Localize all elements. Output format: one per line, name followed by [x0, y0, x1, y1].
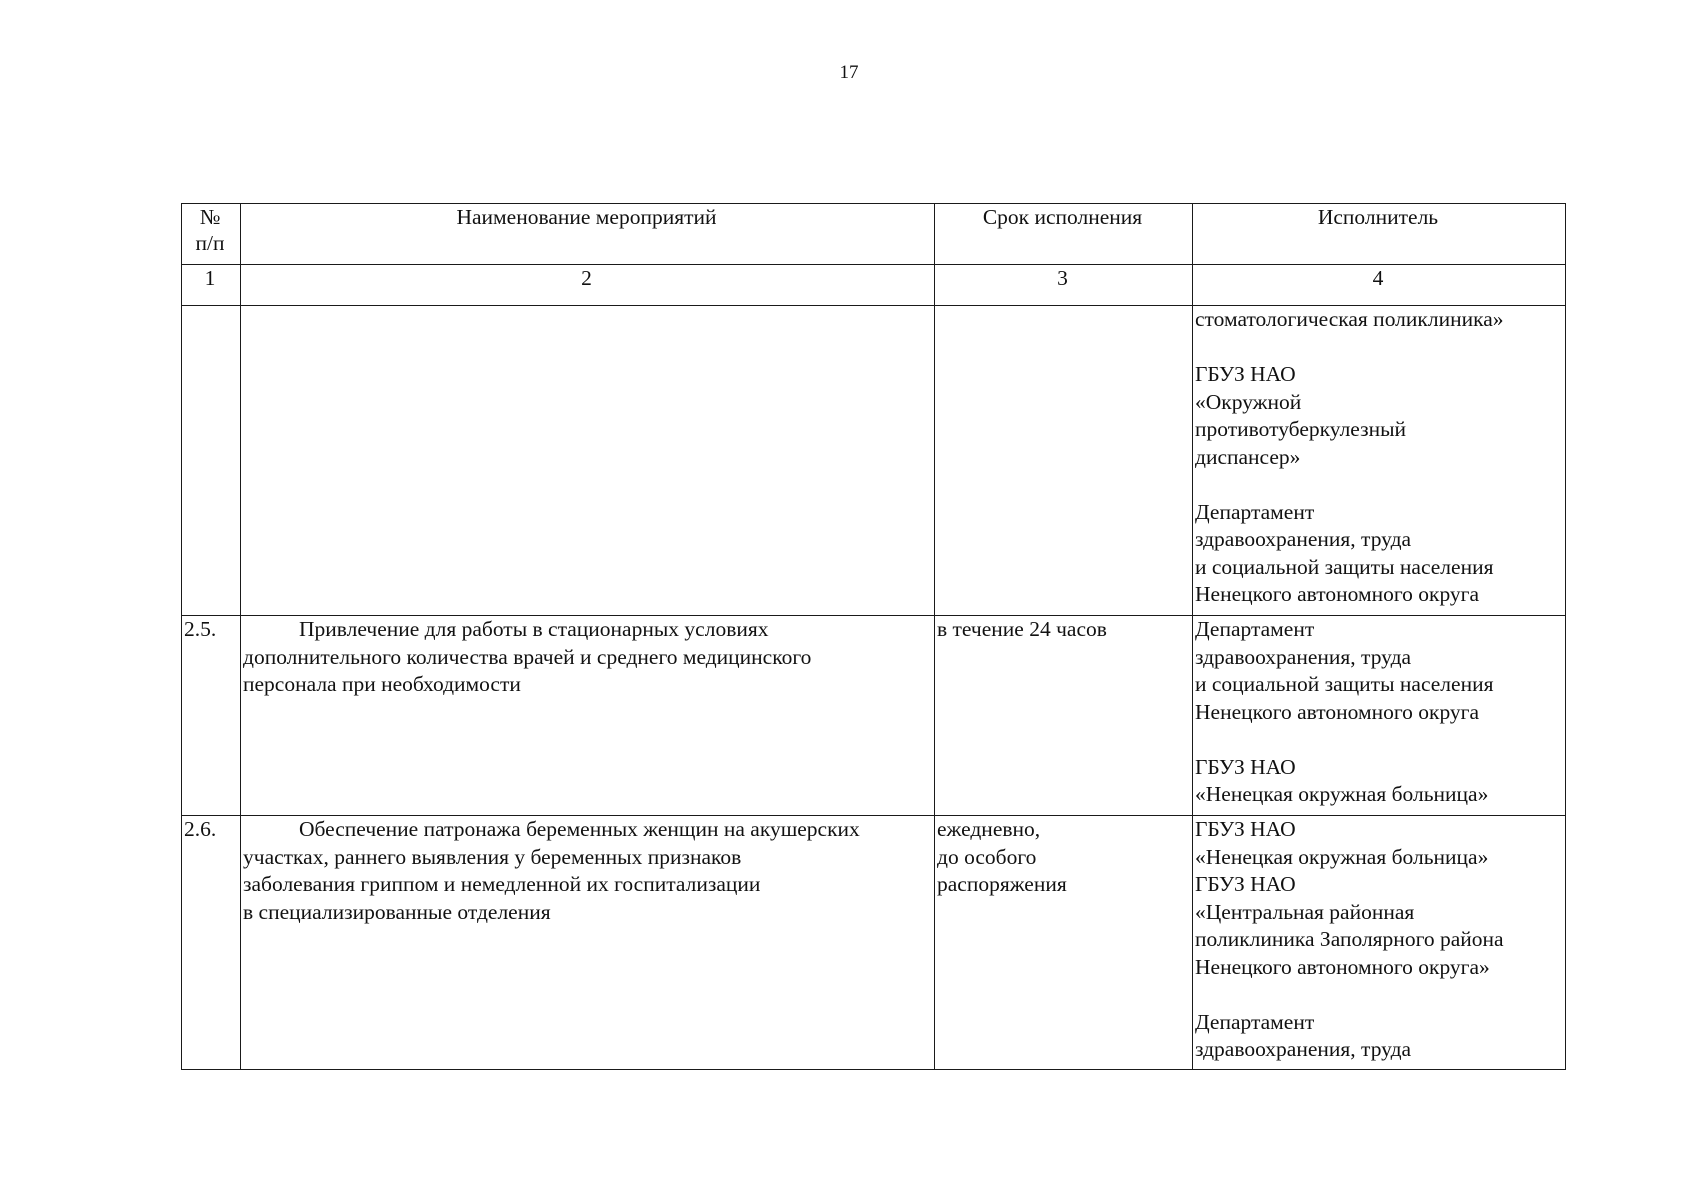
- row-deadline-line: до особого: [937, 844, 1037, 869]
- header-name: Наименование мероприятий: [241, 204, 935, 265]
- row-name-line: Обеспечение патронажа беременных женщин на акушерских: [299, 817, 860, 841]
- row-number: 2.5.: [182, 616, 241, 816]
- row-name: [241, 306, 935, 616]
- row-executor-line: Департамент: [1195, 617, 1315, 641]
- row-executor-line: Департамент: [1195, 499, 1315, 524]
- row-executor: [1193, 306, 1566, 616]
- column-number: 4: [1193, 265, 1566, 306]
- row-executor-line: «Ненецкая окружная больница»: [1195, 782, 1489, 806]
- row-name-line: заболевания гриппом и немедленной их госпитализации: [243, 872, 761, 896]
- table-header-row: [182, 204, 1566, 265]
- header-num-line2: п/п: [195, 231, 225, 255]
- column-number: 2: [241, 265, 935, 306]
- row-executor-line: диспансер»: [1195, 444, 1301, 469]
- row-number: 2.6.: [182, 816, 241, 1070]
- header-executor: Исполнитель: [1193, 204, 1566, 265]
- row-executor: [1193, 616, 1566, 816]
- row-executor-line: «Окружной: [1195, 389, 1302, 414]
- row-executor-line: «Ненецкая окружная больница»: [1195, 844, 1489, 869]
- row-executor-line: стоматологическая поликлиника»: [1195, 307, 1504, 331]
- row-executor-line: противотуберкулезный: [1195, 417, 1407, 441]
- row-name-line: Привлечение для работы в стационарных условиях: [299, 617, 769, 641]
- row-name-line: персонала при необходимости: [243, 672, 521, 696]
- row-executor-line: Ненецкого автономного округа»: [1195, 954, 1490, 979]
- column-numbers-row: [182, 265, 1566, 306]
- row-executor-line: «Центральная районная: [1195, 899, 1415, 924]
- table-row: [182, 816, 1566, 1070]
- row-executor-line: здравоохранения, труда: [1195, 527, 1412, 551]
- row-name: [241, 616, 935, 816]
- row-name-line: дополнительного количества врачей и среднего медицинского: [243, 644, 812, 669]
- column-number: 1: [182, 265, 241, 306]
- row-executor-line: ГБУЗ НАО: [1195, 872, 1296, 896]
- executor-spacer: [1195, 726, 1561, 754]
- page-number: 17: [839, 62, 859, 83]
- row-deadline-line: ежедневно,: [937, 817, 1041, 841]
- row-number: [182, 306, 241, 616]
- row-executor-line: здравоохранения, труда: [1195, 1037, 1412, 1061]
- row-deadline: [935, 306, 1193, 616]
- row-deadline: [935, 616, 1193, 816]
- row-executor-line: и социальной защиты населения: [1195, 672, 1494, 696]
- executor-spacer: [1195, 471, 1561, 499]
- table-row: [182, 616, 1566, 816]
- row-deadline-line: распоряжения: [937, 872, 1067, 896]
- row-executor-line: Ненецкого автономного округа: [1195, 582, 1480, 606]
- row-deadline-line: в течение 24 часов: [937, 617, 1107, 641]
- row-name-line: в специализированные отделения: [243, 899, 551, 924]
- row-executor-line: ГБУЗ НАО: [1195, 362, 1296, 386]
- row-executor-line: поликлиника Заполярного района: [1195, 927, 1504, 951]
- header-deadline: Срок исполнения: [935, 204, 1193, 265]
- row-executor-line: ГБУЗ НАО: [1195, 817, 1296, 841]
- column-number: 3: [935, 265, 1193, 306]
- row-executor-line: ГБУЗ НАО: [1195, 754, 1296, 779]
- row-executor-line: Ненецкого автономного округа: [1195, 699, 1480, 724]
- row-executor: [1193, 816, 1566, 1070]
- measures-table: [181, 203, 1566, 1070]
- row-deadline: [935, 816, 1193, 1070]
- row-executor-line: Департамент: [1195, 1009, 1315, 1034]
- table-row: [182, 306, 1566, 616]
- executor-spacer: [1195, 981, 1561, 1009]
- row-executor-line: здравоохранения, труда: [1195, 644, 1412, 669]
- row-executor-line: и социальной защиты населения: [1195, 554, 1494, 579]
- header-num-line1: №: [199, 205, 221, 229]
- row-name-line: участках, раннего выявления у беременных признаков: [243, 844, 742, 869]
- row-name: [241, 816, 935, 1070]
- header-num: [182, 204, 241, 265]
- executor-spacer: [1195, 334, 1561, 362]
